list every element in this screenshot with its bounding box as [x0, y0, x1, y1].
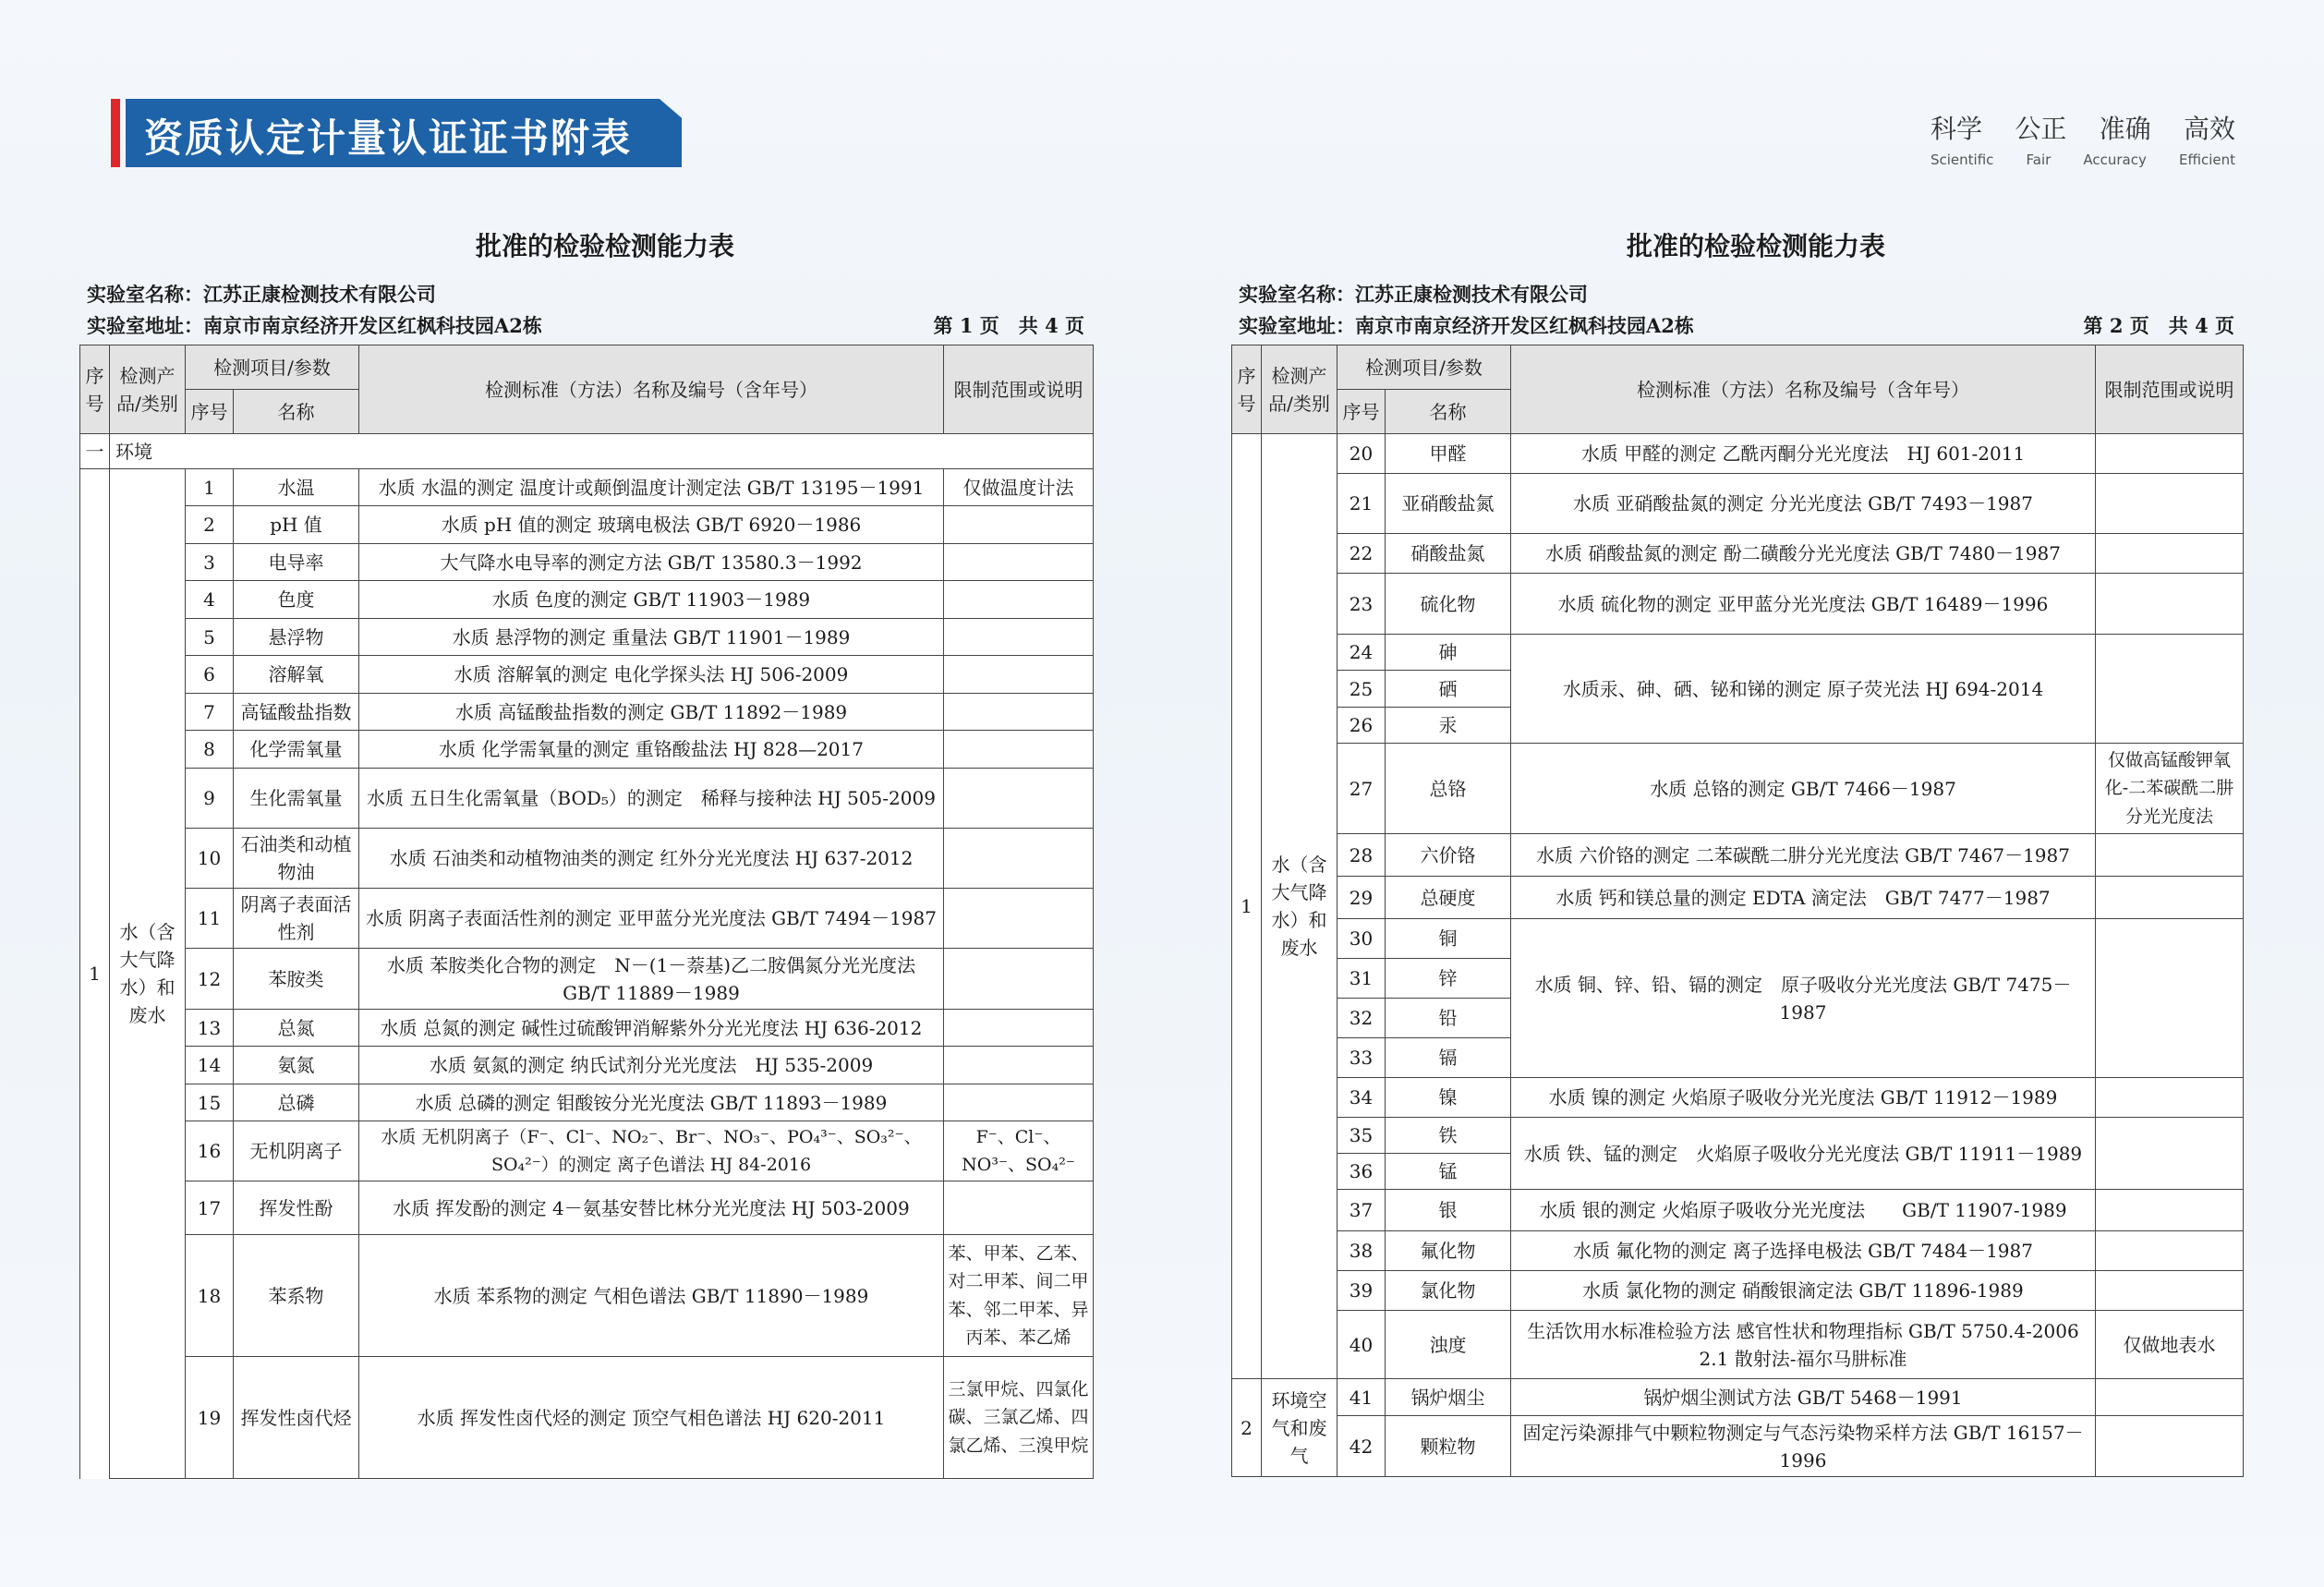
group-seq: 1: [80, 469, 110, 1479]
table-row: [1232, 1271, 2244, 1311]
page-meta: [79, 280, 1094, 339]
row-standard: 水质 钙和镁总量的测定 EDTA 滴定法 GB/T 7477－1987: [1511, 877, 2096, 919]
row-standard: 水质 甲醛的测定 乙酰丙酮分光光度法 HJ 601-2011: [1511, 434, 2096, 474]
row-standard: 水质 硫化物的测定 亚甲蓝分光光度法 GB/T 16489－1996: [1511, 574, 2096, 635]
header-banner: [111, 99, 682, 167]
row-limit: [2096, 919, 2244, 1078]
row-limit: [944, 694, 1094, 731]
table-row: [80, 1010, 1094, 1047]
row-seq: 7: [186, 694, 234, 731]
row-standard-merged: 水质 铁、锰的测定 火焰原子吸收分光光度法 GB/T 11911－1989: [1511, 1118, 2096, 1190]
header-product: 检测产品/类别: [1262, 345, 1338, 434]
row-limit: 仅做高锰酸钾氧化-二苯碳酰二肼分光光度法: [2096, 744, 2244, 834]
row-seq: 2: [186, 506, 234, 544]
table-row: [80, 581, 1094, 619]
header-seq: 序号: [1232, 345, 1262, 434]
row-seq: 18: [186, 1235, 234, 1357]
table-row: [1232, 1190, 2244, 1231]
lab-address: 实验室地址：南京市南京经济开发区红枫科技园A2栋: [87, 314, 542, 337]
row-standard: 水质 六价铬的测定 二苯碳酰二肼分光光度法 GB/T 7467－1987: [1511, 834, 2096, 877]
row-standard: 水质 五日生化需氧量（BOD₅）的测定 稀释与接种法 HJ 505-2009: [359, 769, 944, 829]
row-limit: [2096, 1190, 2244, 1231]
row-standard: 水质 色度的测定 GB/T 11903－1989: [359, 581, 944, 619]
page-number: 第 1 页 共 4 页: [933, 314, 1084, 337]
row-standard: 水质 pH 值的测定 玻璃电极法 GB/T 6920－1986: [359, 506, 944, 544]
row-seq: 42: [1338, 1416, 1386, 1477]
row-standard: 水质 化学需氧量的测定 重铬酸盐法 HJ 828—2017: [359, 731, 944, 769]
row-limit: [2096, 474, 2244, 534]
row-standard: 水质 悬浮物的测定 重量法 GB/T 11901－1989: [359, 619, 944, 656]
row-seq: 3: [186, 544, 234, 581]
table-row: [80, 1181, 1094, 1235]
motto-en-4: Efficient: [2178, 151, 2235, 168]
row-limit: [944, 1084, 1094, 1121]
row-limit: [944, 656, 1094, 694]
page-number: 第 2 页 共 4 页: [2083, 314, 2234, 337]
row-seq: 13: [186, 1010, 234, 1047]
row-standard: 水质 总磷的测定 钼酸铵分光光度法 GB/T 11893－1989: [359, 1084, 944, 1121]
row-name: 总硬度: [1386, 877, 1511, 919]
page-title: 批准的检验检测能力表: [475, 231, 734, 261]
row-seq: 19: [186, 1357, 234, 1479]
row-standard: 水质 氯化物的测定 硝酸银滴定法 GB/T 11896-1989: [1511, 1271, 2096, 1311]
row-standard: 水质 挥发酚的测定 4－氨基安替比林分光光度法 HJ 503-2009: [359, 1181, 944, 1235]
row-name: 电导率: [234, 544, 359, 581]
header-standard: 检测标准（方法）名称及编号（含年号）: [359, 345, 944, 434]
header-item-seq: 序号: [186, 390, 234, 434]
row-name: 苯系物: [234, 1235, 359, 1357]
row-name: 高锰酸盐指数: [234, 694, 359, 731]
row-seq: 17: [186, 1181, 234, 1235]
row-limit: [944, 1181, 1094, 1235]
row-name: 总磷: [234, 1084, 359, 1121]
row-seq: 30: [1338, 919, 1386, 959]
row-name: 化学需氧量: [234, 731, 359, 769]
row-limit: [2096, 1231, 2244, 1271]
row-limit: [2096, 877, 2244, 919]
row-name: 生化需氧量: [234, 769, 359, 829]
table-row: [80, 619, 1094, 656]
lab-name: 实验室名称：江苏正康检测技术有限公司: [87, 283, 436, 306]
page-title: 批准的检验检测能力表: [1626, 231, 1885, 261]
header-item-seq: 序号: [1338, 390, 1386, 434]
motto-cn-1: 科学: [1931, 114, 1983, 144]
row-limit: [2096, 635, 2244, 744]
row-name: 氨氮: [234, 1047, 359, 1084]
group-seq: 1: [1232, 434, 1262, 1379]
table-row: [80, 769, 1094, 829]
row-seq: 21: [1338, 474, 1386, 534]
header-limit: 限制范围或说明: [944, 345, 1094, 434]
table-row: [80, 544, 1094, 581]
row-name: 水温: [234, 469, 359, 506]
row-seq: 36: [1338, 1154, 1386, 1190]
row-name: 挥发性酚: [234, 1181, 359, 1235]
table-row: [80, 949, 1094, 1010]
table-row: [1232, 834, 2244, 877]
row-name: 硒: [1386, 671, 1511, 708]
header-item-group: 检测项目/参数: [186, 345, 359, 390]
row-limit: [2096, 534, 2244, 574]
row-standard: 生活饮用水标准检验方法 感官性状和物理指标 GB/T 5750.4-2006 2.1 散射法-福尔马肼标准: [1511, 1311, 2096, 1379]
motto-en-1: Scientific: [1931, 151, 1994, 168]
row-seq: 16: [186, 1121, 234, 1181]
table-row: [80, 656, 1094, 694]
row-name: 总氮: [234, 1010, 359, 1047]
row-seq: 8: [186, 731, 234, 769]
row-limit: [2096, 434, 2244, 474]
row-seq: 6: [186, 656, 234, 694]
table-row: [80, 469, 1094, 506]
table-row: [1232, 574, 2244, 635]
row-seq: 29: [1338, 877, 1386, 919]
row-name: 镉: [1386, 1038, 1511, 1078]
row-seq: 38: [1338, 1231, 1386, 1271]
row-name: 汞: [1386, 708, 1511, 744]
table-row: [1232, 1416, 2244, 1477]
row-limit: F⁻、Cl⁻、NO³⁻、SO₄²⁻: [944, 1121, 1094, 1181]
capability-table: [1231, 345, 2244, 1477]
row-limit: [944, 829, 1094, 889]
page-meta: [1231, 280, 2244, 339]
row-standard: 水质 总氮的测定 碱性过硫酸钾消解紫外分光光度法 HJ 636-2012: [359, 1010, 944, 1047]
row-name: 悬浮物: [234, 619, 359, 656]
row-name: 锅炉烟尘: [1386, 1379, 1511, 1416]
row-limit: [2096, 1118, 2244, 1190]
row-seq: 31: [1338, 959, 1386, 999]
table-row: [1232, 1379, 2244, 1416]
row-standard: 水质 水温的测定 温度计或颠倒温度计测定法 GB/T 13195－1991: [359, 469, 944, 506]
row-standard-merged: 水质汞、砷、硒、铋和锑的测定 原子荧光法 HJ 694-2014: [1511, 635, 2096, 744]
row-seq: 15: [186, 1084, 234, 1121]
row-name: 砷: [1386, 635, 1511, 671]
group-name: 环境空气和废气: [1262, 1379, 1338, 1477]
row-limit: [2096, 1271, 2244, 1311]
row-name: 颗粒物: [1386, 1416, 1511, 1477]
row-seq: 10: [186, 829, 234, 889]
row-name: pH 值: [234, 506, 359, 544]
table-row: [80, 1121, 1094, 1181]
page-2: [1231, 226, 2244, 1477]
row-limit: [2096, 574, 2244, 635]
row-seq: 41: [1338, 1379, 1386, 1416]
row-limit: [2096, 1416, 2244, 1477]
row-name: 阴离子表面活性剂: [234, 889, 359, 949]
row-name: 浊度: [1386, 1311, 1511, 1379]
row-limit: [944, 619, 1094, 656]
table-row: [80, 1084, 1094, 1121]
row-seq: 32: [1338, 999, 1386, 1038]
row-seq: 14: [186, 1047, 234, 1084]
row-standard: 水质 氨氮的测定 纳氏试剂分光光度法 HJ 535-2009: [359, 1047, 944, 1084]
row-standard: 固定污染源排气中颗粒物测定与气态污染物采样方法 GB/T 16157－1996: [1511, 1416, 2096, 1477]
header-standard: 检测标准（方法）名称及编号（含年号）: [1511, 345, 2096, 434]
row-seq: 24: [1338, 635, 1386, 671]
row-name: 银: [1386, 1190, 1511, 1231]
row-limit: [2096, 1379, 2244, 1416]
row-standard: 水质 氟化物的测定 离子选择电极法 GB/T 7484－1987: [1511, 1231, 2096, 1271]
row-standard: 水质 镍的测定 火焰原子吸收分光光度法 GB/T 11912－1989: [1511, 1078, 2096, 1118]
motto-en-3: Accuracy: [2083, 151, 2147, 168]
row-name: 石油类和动植物油: [234, 829, 359, 889]
row-standard: 水质 溶解氧的测定 电化学探头法 HJ 506-2009: [359, 656, 944, 694]
header-product: 检测产品/类别: [110, 345, 186, 434]
row-seq: 20: [1338, 434, 1386, 474]
row-seq: 22: [1338, 534, 1386, 574]
table-row: [1232, 534, 2244, 574]
table-row: [1232, 1311, 2244, 1379]
motto-en-2: Fair: [2026, 151, 2052, 168]
table-row: [1232, 744, 2244, 834]
row-name: 亚硝酸盐氮: [1386, 474, 1511, 534]
row-name: 总铬: [1386, 744, 1511, 834]
row-limit: [944, 544, 1094, 581]
row-name: 无机阴离子: [234, 1121, 359, 1181]
row-seq: 28: [1338, 834, 1386, 877]
row-limit: 三氯甲烷、四氯化碳、三氯乙烯、四氯乙烯、三溴甲烷: [944, 1357, 1094, 1479]
row-seq: 11: [186, 889, 234, 949]
header-item-group: 检测项目/参数: [1338, 345, 1511, 390]
row-seq: 23: [1338, 574, 1386, 635]
group-seq: 2: [1232, 1379, 1262, 1477]
row-standard: 水质 硝酸盐氮的测定 酚二磺酸分光光度法 GB/T 7480－1987: [1511, 534, 2096, 574]
row-limit: [944, 1010, 1094, 1047]
row-name: 甲醛: [1386, 434, 1511, 474]
table-row: [1232, 877, 2244, 919]
table-row: [80, 1357, 1094, 1479]
row-standard-merged: 水质 铜、锌、铅、镉的测定 原子吸收分光光度法 GB/T 7475－1987: [1511, 919, 2096, 1078]
row-standard: 水质 石油类和动植物油类的测定 红外分光光度法 HJ 637-2012: [359, 829, 944, 889]
row-standard: 水质 亚硝酸盐氮的测定 分光光度法 GB/T 7493－1987: [1511, 474, 2096, 534]
row-name: 硝酸盐氮: [1386, 534, 1511, 574]
row-seq: 33: [1338, 1038, 1386, 1078]
table-row: [1232, 1118, 2244, 1154]
table-row: [80, 731, 1094, 769]
group-name: 水（含大气降水）和废水: [110, 469, 186, 1479]
table-row: [1232, 635, 2244, 671]
table-row: [80, 889, 1094, 949]
row-limit: [2096, 1078, 2244, 1118]
row-seq: 25: [1338, 671, 1386, 708]
row-name: 铜: [1386, 919, 1511, 959]
motto: [1931, 109, 2235, 168]
row-limit: 苯、甲苯、乙苯、对二甲苯、间二甲苯、邻二甲苯、异丙苯、苯乙烯: [944, 1235, 1094, 1357]
row-name: 铁: [1386, 1118, 1511, 1154]
motto-cn-4: 高效: [2183, 114, 2235, 144]
header-item-name: 名称: [1386, 390, 1511, 434]
banner-red-stripe: [111, 99, 120, 167]
row-seq: 12: [186, 949, 234, 1010]
row-name: 挥发性卤代烃: [234, 1357, 359, 1479]
header-limit: 限制范围或说明: [2096, 345, 2244, 434]
row-standard: 大气降水电导率的测定方法 GB/T 13580.3－1992: [359, 544, 944, 581]
table-row: [1232, 474, 2244, 534]
table-row: [80, 694, 1094, 731]
table-row: [1232, 434, 2244, 474]
row-standard: 锅炉烟尘测试方法 GB/T 5468－1991: [1511, 1379, 2096, 1416]
row-name: 六价铬: [1386, 834, 1511, 877]
lab-address: 实验室地址：南京市南京经济开发区红枫科技园A2栋: [1239, 314, 1694, 337]
row-limit: [944, 949, 1094, 1010]
row-seq: 34: [1338, 1078, 1386, 1118]
row-limit: [944, 731, 1094, 769]
row-name: 硫化物: [1386, 574, 1511, 635]
row-seq: 39: [1338, 1271, 1386, 1311]
row-name: 溶解氧: [234, 656, 359, 694]
row-seq: 4: [186, 581, 234, 619]
category-seq: 一: [80, 434, 110, 469]
row-limit: 仅做温度计法: [944, 469, 1094, 506]
row-standard: 水质 无机阴离子（F⁻、Cl⁻、NO₂⁻、Br⁻、NO₃⁻、PO₄³⁻、SO₃²⁻、SO₄²⁻）的测定 离子色谱法 HJ 84-2016: [359, 1121, 944, 1181]
table-row: [1232, 919, 2244, 959]
table-row: [80, 1235, 1094, 1357]
row-name: 铅: [1386, 999, 1511, 1038]
row-seq: 27: [1338, 744, 1386, 834]
row-standard: 水质 苯系物的测定 气相色谱法 GB/T 11890－1989: [359, 1235, 944, 1357]
row-name: 氟化物: [1386, 1231, 1511, 1271]
lab-name: 实验室名称：江苏正康检测技术有限公司: [1239, 283, 1588, 306]
table-row: [80, 1047, 1094, 1084]
header-seq: 序号: [80, 345, 110, 434]
row-seq: 26: [1338, 708, 1386, 744]
row-limit: 仅做地表水: [2096, 1311, 2244, 1379]
category-name: 环境: [110, 434, 1094, 469]
row-limit: [944, 769, 1094, 829]
row-standard: 水质 高锰酸盐指数的测定 GB/T 11892－1989: [359, 694, 944, 731]
table-row: [1232, 1231, 2244, 1271]
row-limit: [944, 581, 1094, 619]
row-standard: 水质 挥发性卤代烃的测定 顶空气相色谱法 HJ 620-2011: [359, 1357, 944, 1479]
capability-table: [79, 345, 1094, 1479]
table-row: [80, 506, 1094, 544]
row-standard: 水质 苯胺类化合物的测定 N－(1－萘基)乙二胺偶氮分光光度法 GB/T 11889－1989: [359, 949, 944, 1010]
row-limit: [944, 889, 1094, 949]
row-seq: 5: [186, 619, 234, 656]
motto-cn-2: 公正: [2015, 114, 2067, 144]
row-limit: [944, 1047, 1094, 1084]
row-standard: 水质 总铬的测定 GB/T 7466－1987: [1511, 744, 2096, 834]
group-name: 水（含大气降水）和废水: [1262, 434, 1338, 1379]
row-standard: 水质 银的测定 火焰原子吸收分光光度法 GB/T 11907-1989: [1511, 1190, 2096, 1231]
row-name: 锰: [1386, 1154, 1511, 1190]
row-limit: [944, 506, 1094, 544]
row-standard: 水质 阴离子表面活性剂的测定 亚甲蓝分光光度法 GB/T 7494－1987: [359, 889, 944, 949]
header-item-name: 名称: [234, 390, 359, 434]
row-name: 锌: [1386, 959, 1511, 999]
row-name: 色度: [234, 581, 359, 619]
row-name: 氯化物: [1386, 1271, 1511, 1311]
row-name: 苯胺类: [234, 949, 359, 1010]
row-seq: 37: [1338, 1190, 1386, 1231]
table-row: [1232, 1078, 2244, 1118]
table-row: [80, 829, 1094, 889]
row-seq: 1: [186, 469, 234, 506]
banner-title: 资质认定计量认证证书附表: [144, 115, 633, 161]
motto-cn-3: 准确: [2099, 114, 2151, 144]
row-seq: 35: [1338, 1118, 1386, 1154]
row-limit: [2096, 834, 2244, 877]
row-seq: 40: [1338, 1311, 1386, 1379]
page-1: [79, 226, 1094, 1479]
row-seq: 9: [186, 769, 234, 829]
row-name: 镍: [1386, 1078, 1511, 1118]
